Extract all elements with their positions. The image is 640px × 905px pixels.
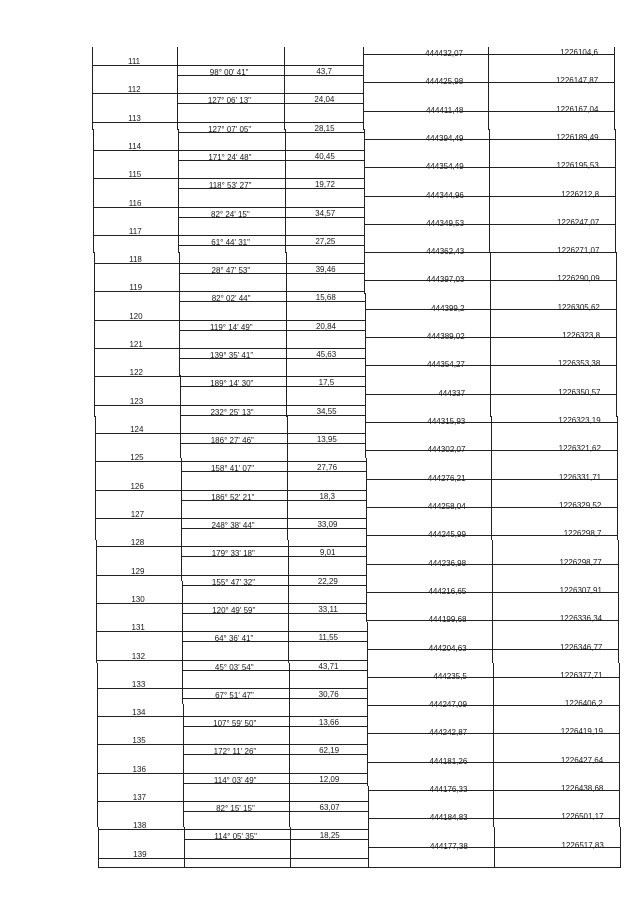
length-value: 43,7 xyxy=(316,67,332,76)
angle-value: 189° 14' 30" xyxy=(210,379,254,389)
coord-y: 1226377,71 xyxy=(560,670,603,680)
length-value: 24,04 xyxy=(314,95,335,105)
column-divider-angle xyxy=(183,704,184,746)
point-number: 137 xyxy=(132,793,147,803)
length-value: 33,09 xyxy=(317,519,338,529)
angle-value: 114° 03' 49" xyxy=(213,775,257,785)
coord-x: 444354,49 xyxy=(425,162,464,172)
length-value: 9,01 xyxy=(319,548,336,558)
length-value: 63,07 xyxy=(319,803,340,813)
angle-value: 186° 52' 21" xyxy=(211,492,255,502)
table-right-border xyxy=(617,458,618,500)
coord-y: 1226438,68 xyxy=(561,784,604,794)
column-divider-length xyxy=(287,416,288,458)
column-divider-angle xyxy=(180,416,181,458)
column-divider-angle xyxy=(178,170,179,212)
length-value: 27,25 xyxy=(315,236,336,246)
angle-value: 139° 35' 41" xyxy=(210,351,254,361)
point-number: 139 xyxy=(133,849,147,859)
coord-x: 444337 xyxy=(438,388,466,398)
length-value: 13,95 xyxy=(316,435,337,445)
angle-value: 82° 02' 44" xyxy=(211,294,251,304)
angle-value: 114° 05' 35" xyxy=(214,832,257,842)
coord-y: 1226323,19 xyxy=(558,416,601,426)
column-divider-length xyxy=(287,499,288,541)
table-bottom-rule xyxy=(98,867,620,868)
angle-value: 155° 47' 32" xyxy=(211,577,256,587)
table-left-border xyxy=(95,416,96,458)
column-divider-length xyxy=(286,293,287,335)
angle-value: 232° 25' 13" xyxy=(210,407,254,417)
point-number: 118 xyxy=(129,255,142,265)
table-right-border xyxy=(618,540,619,582)
coord-x: 444177,38 xyxy=(429,841,468,851)
coord-y: 1226427,64 xyxy=(560,755,604,765)
coord-x: 444245,99 xyxy=(428,530,466,540)
point-number: 126 xyxy=(130,481,144,491)
coord-y: 1226323,8 xyxy=(562,331,601,341)
angle-value: 82° 15' 15" xyxy=(216,804,255,814)
coord-x: 444315,93 xyxy=(427,417,466,427)
coord-x: 444204,63 xyxy=(428,643,467,653)
point-number: 130 xyxy=(131,594,145,604)
table-right-border xyxy=(619,704,620,746)
table-left-border xyxy=(95,458,96,500)
table-left-border xyxy=(94,252,95,294)
coord-x: 444216,65 xyxy=(428,586,467,596)
angle-value: 119° 14' 49" xyxy=(210,322,253,332)
coord-y: 1226307,91 xyxy=(559,585,602,595)
point-number: 123 xyxy=(129,396,144,406)
point-number: 122 xyxy=(129,368,144,378)
coord-y: 1226336,34 xyxy=(559,614,603,624)
coord-y: 1226321,62 xyxy=(558,444,601,454)
coord-y: 1226346,77 xyxy=(560,642,603,652)
length-value: 22,29 xyxy=(317,576,338,586)
angle-value: 248° 38' 44" xyxy=(211,520,255,530)
point-number: 121 xyxy=(129,340,143,350)
angle-value: 127° 07' 05" xyxy=(208,124,252,134)
coord-y: 1226167,04 xyxy=(556,104,599,114)
column-divider-x xyxy=(364,252,365,294)
coord-x: 444181,26 xyxy=(429,756,468,766)
angle-value: 28° 47' 53" xyxy=(211,266,251,276)
coord-y: 1226501,17 xyxy=(561,812,604,822)
angle-value: 67° 51' 47" xyxy=(215,690,254,700)
point-number: 133 xyxy=(131,679,146,689)
point-number: 124 xyxy=(130,425,144,435)
coord-y: 1226329,52 xyxy=(559,500,602,510)
table-left-border xyxy=(97,786,98,828)
coord-x: 444411,48 xyxy=(426,105,464,115)
table-left-border xyxy=(94,334,95,376)
column-divider-y xyxy=(490,252,491,294)
length-value: 15,68 xyxy=(315,293,336,303)
column-divider-angle xyxy=(180,375,181,417)
coord-x: 444397,03 xyxy=(426,275,465,285)
angle-value: 118° 53' 27" xyxy=(208,181,252,191)
length-value: 27,76 xyxy=(317,463,338,473)
coord-y: 1226290,09 xyxy=(557,274,600,284)
column-divider-angle xyxy=(182,581,183,623)
length-value: 28,15 xyxy=(314,123,335,133)
angle-value: 98° 00' 41" xyxy=(209,68,249,77)
point-number: 127 xyxy=(130,509,145,519)
point-number: 119 xyxy=(129,283,143,293)
angle-value: 179° 33' 18" xyxy=(211,549,255,559)
point-number: 117 xyxy=(128,226,142,236)
table-left-border xyxy=(92,47,93,89)
coord-y: 1226195,53 xyxy=(556,161,599,171)
coord-y: 1226298,77 xyxy=(559,557,602,567)
point-number: 120 xyxy=(129,311,143,321)
column-divider-angle xyxy=(179,293,180,335)
length-value: 13,66 xyxy=(318,718,339,728)
coord-y: 1226331,71 xyxy=(558,472,602,482)
point-number: 134 xyxy=(132,708,146,718)
table-left-border xyxy=(94,293,95,335)
table-left-border xyxy=(96,622,97,664)
coord-y: 1226212,8 xyxy=(561,189,600,199)
column-divider-length xyxy=(290,827,291,869)
coord-x: 444432,07 xyxy=(425,49,463,58)
angle-value: 61° 44' 31" xyxy=(211,237,250,247)
point-number: 116 xyxy=(128,198,142,208)
table-right-border xyxy=(618,622,619,664)
coord-x: 444247,09 xyxy=(429,700,467,710)
table-left-border xyxy=(93,170,94,212)
angle-value: 107° 59' 50" xyxy=(213,719,257,729)
coord-y: 1226189,49 xyxy=(556,132,599,142)
length-value: 18,25 xyxy=(319,831,340,841)
length-value: 30,76 xyxy=(318,689,339,699)
coord-x: 444344,96 xyxy=(426,190,464,200)
length-value: 39,46 xyxy=(315,265,336,275)
column-divider-length xyxy=(286,334,287,376)
length-value: 34,55 xyxy=(316,406,337,416)
coord-y: 1226305,62 xyxy=(557,302,600,312)
column-divider-length xyxy=(284,47,285,89)
column-divider-y xyxy=(493,704,494,746)
column-divider-angle xyxy=(183,745,184,787)
point-number: 125 xyxy=(130,453,144,463)
length-value: 11,55 xyxy=(318,633,338,643)
column-divider-angle xyxy=(183,786,184,828)
table-left-border xyxy=(93,211,94,253)
length-value: 33,11 xyxy=(318,604,338,614)
coord-y: 1226271,07 xyxy=(557,246,600,256)
angle-value: 45° 03' 54" xyxy=(214,662,254,672)
table-right-border xyxy=(615,170,616,212)
column-divider-angle xyxy=(184,827,185,869)
length-value: 20,84 xyxy=(315,321,337,331)
coord-x: 444349,53 xyxy=(426,218,465,228)
coord-x: 444236,98 xyxy=(428,558,467,568)
column-divider-length xyxy=(289,745,290,787)
point-number: 112 xyxy=(127,85,141,95)
table-right-border xyxy=(616,334,617,376)
coord-y: 1226419,19 xyxy=(560,727,603,737)
length-value: 45,63 xyxy=(316,350,337,360)
table-right-border xyxy=(616,252,617,294)
length-value: 62,19 xyxy=(319,746,340,756)
angle-value: 186° 27' 46" xyxy=(210,436,254,446)
table-right-border xyxy=(617,499,618,541)
table-right-border xyxy=(615,211,616,253)
table-left-border xyxy=(97,663,98,705)
coord-y: 1226353,38 xyxy=(558,359,601,369)
column-divider-angle xyxy=(179,334,180,376)
coord-x: 444199,68 xyxy=(428,615,467,625)
column-divider-length xyxy=(288,622,289,664)
length-value: 34,57 xyxy=(315,208,336,218)
coord-x: 444389,02 xyxy=(426,332,465,342)
point-number: 128 xyxy=(130,538,145,548)
coord-x: 444258,04 xyxy=(427,501,466,511)
coord-y: 1226147,87 xyxy=(555,76,599,86)
column-divider-angle xyxy=(182,622,183,664)
table-left-border xyxy=(97,745,98,787)
column-divider-x xyxy=(367,622,368,664)
point-number: 129 xyxy=(131,566,145,576)
length-value: 18,3 xyxy=(319,491,336,501)
point-number: 114 xyxy=(128,141,142,151)
length-value: 19,72 xyxy=(314,180,335,190)
coord-y: 1226298,7 xyxy=(563,529,602,539)
column-divider-length xyxy=(289,786,290,828)
length-value: 17,5 xyxy=(318,378,335,388)
coord-x: 444184,83 xyxy=(429,813,468,823)
point-number: 132 xyxy=(131,651,146,661)
length-value: 43,71 xyxy=(318,661,339,671)
coord-x: 444354,27 xyxy=(427,360,465,370)
table-left-border xyxy=(96,581,97,623)
point-number: 138 xyxy=(132,821,147,831)
column-divider-angle xyxy=(181,458,182,500)
table-right-border xyxy=(619,663,620,705)
table-right-border xyxy=(619,745,620,787)
point-number: 111 xyxy=(127,57,141,66)
column-divider-length xyxy=(285,170,286,212)
angle-value: 82° 24' 15" xyxy=(211,209,250,219)
column-divider-angle xyxy=(177,47,178,89)
coord-x: 444362,43 xyxy=(426,247,465,257)
column-divider-y xyxy=(493,663,494,705)
angle-value: 127° 06' 13" xyxy=(207,96,251,106)
table-right-border xyxy=(614,88,615,130)
angle-value: 120° 49' 59" xyxy=(212,605,256,615)
table-left-border xyxy=(97,704,98,746)
column-divider-length xyxy=(287,458,288,500)
point-number: 135 xyxy=(132,736,146,746)
table-right-border xyxy=(615,129,616,171)
coord-x: 444399,2 xyxy=(431,303,465,313)
table-right-border xyxy=(616,293,617,335)
column-divider-length xyxy=(286,375,287,417)
table-left-border xyxy=(98,827,99,869)
coord-x: 444176,33 xyxy=(429,785,468,795)
coord-x: 444425,98 xyxy=(425,77,464,87)
point-number: 136 xyxy=(132,764,146,774)
table-right-border xyxy=(618,581,619,623)
angle-value: 171° 24' 48" xyxy=(208,152,252,162)
angle-value: 64° 36' 41" xyxy=(214,634,254,644)
angle-value: 158° 41' 07" xyxy=(210,464,255,474)
coord-x: 444276,21 xyxy=(427,473,466,483)
column-divider-length xyxy=(289,704,290,746)
point-number: 131 xyxy=(131,623,145,633)
table-right-border xyxy=(620,827,621,869)
column-divider-angle xyxy=(181,499,182,541)
coord-x: 444242,87 xyxy=(429,728,468,738)
table-right-border xyxy=(616,375,617,417)
point-number: 115 xyxy=(128,170,142,180)
coord-y: 1226406,2 xyxy=(564,699,603,709)
length-value: 12,09 xyxy=(319,774,340,784)
column-divider-length xyxy=(288,581,289,623)
coord-x: 444302,07 xyxy=(427,445,466,455)
length-value: 40,45 xyxy=(314,151,335,161)
coord-x: 444235,5 xyxy=(433,671,467,681)
coord-y: 1226350,57 xyxy=(558,387,601,397)
table-right-border xyxy=(619,786,620,828)
coord-y: 1226247,07 xyxy=(556,217,600,227)
coord-x: 444394,49 xyxy=(425,133,464,143)
coord-y: 1226104,6 xyxy=(560,48,598,57)
table-right-border xyxy=(617,416,618,458)
point-number: 113 xyxy=(128,113,141,123)
angle-value: 172° 11' 26" xyxy=(213,747,257,757)
column-divider-y xyxy=(490,293,491,335)
table-left-border xyxy=(94,375,95,417)
table-left-border xyxy=(95,499,96,541)
column-divider-x xyxy=(365,293,366,335)
coord-y: 1226517,83 xyxy=(561,840,604,850)
